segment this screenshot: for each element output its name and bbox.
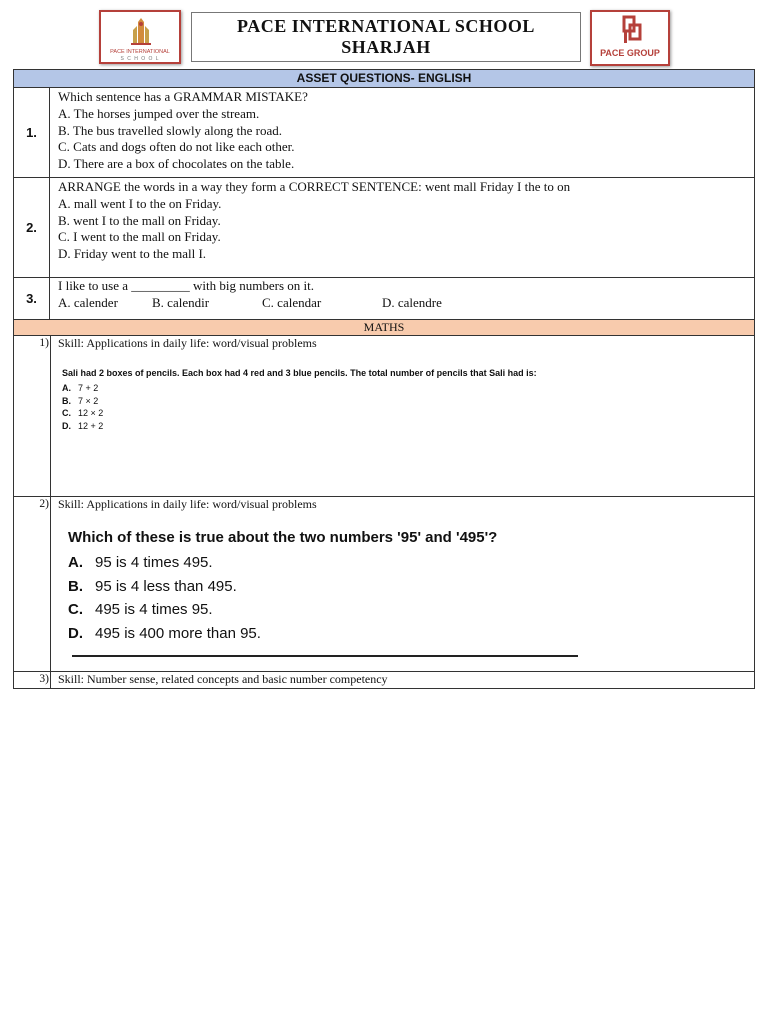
question-stem: Which sentence has a GRAMMAR MISTAKE?	[58, 89, 308, 104]
school-logo	[99, 10, 181, 64]
school-crest-icon	[129, 16, 153, 46]
question-content	[58, 179, 750, 263]
question-stem: Sali had 2 boxes of pencils. Each box had 4 red and 3 blue pencils. The total number of pencils that Sali had is:	[62, 368, 537, 378]
answer-line	[72, 655, 578, 657]
option-b: B. 7 × 2	[62, 395, 99, 406]
question-number: 2.	[14, 178, 50, 277]
option-c: C. I went to the mall on Friday.	[58, 229, 221, 245]
question-number: 3)	[14, 672, 51, 688]
option-a: A. 7 + 2	[62, 383, 99, 393]
english-section-title: ASSET QUESTIONS- ENGLISH	[296, 71, 472, 85]
option-a: A. The horses jumped over the stream.	[58, 105, 260, 121]
maths-question-1	[13, 335, 755, 497]
option-d: D. There are a box of chocolates on the table.	[58, 156, 295, 172]
options-row	[58, 295, 750, 312]
english-question-3	[13, 277, 755, 320]
school-city: SHARJAH	[341, 37, 431, 57]
school-logo-text: PACE INTERNATIONAL	[110, 49, 170, 55]
skill-label: Skill: Applications in daily life: word/visual problems	[58, 336, 317, 350]
option-b: B. 95 is 4 less than 495.	[68, 577, 237, 595]
option-c: C. Cats and dogs often do not like each other.	[58, 139, 295, 155]
question-number: 1)	[14, 336, 51, 496]
option-d: D. 12 + 2	[62, 420, 104, 431]
question-content	[58, 278, 750, 312]
pace-group-icon	[620, 15, 644, 45]
option-d: D. 495 is 400 more than 95.	[68, 624, 261, 642]
question-content	[58, 89, 750, 173]
option-d: D. calendre	[382, 294, 442, 310]
option-b: B. went I to the mall on Friday.	[58, 212, 221, 228]
question-stem: ARRANGE the words in a way they form a CORRECT SENTENCE: went mall Friday I the to on	[58, 179, 571, 194]
pace-group-logo	[590, 10, 670, 66]
option-b: B. The bus travelled slowly along the road.	[58, 122, 282, 138]
question-stem: Which of these is true about the two numbers '95' and '495'?	[68, 529, 498, 546]
option-d: D. Friday went to the mall I.	[58, 246, 207, 262]
skill-label: Skill: Applications in daily life: word/visual problems	[58, 497, 317, 511]
pace-group-text: PACE GROUP	[600, 48, 660, 58]
page-header	[0, 0, 768, 70]
question-number: 2)	[14, 497, 51, 671]
maths-question-2	[13, 496, 755, 672]
school-logo-subtext: S C H O O L	[120, 56, 160, 62]
maths-section-header	[13, 319, 755, 336]
option-c: C. 495 is 4 times 95.	[68, 601, 213, 618]
skill-label: Skill: Number sense, related concepts and basic number competency	[58, 672, 388, 686]
maths-section-title: MATHS	[363, 320, 405, 334]
question-image	[62, 368, 562, 432]
school-name: PACE INTERNATIONAL SCHOOL	[237, 16, 535, 36]
option-c: C. 12 × 2	[62, 408, 104, 418]
maths-question-3	[13, 671, 755, 689]
english-section-header	[13, 69, 755, 88]
option-b: B. calendir	[152, 294, 210, 310]
option-a: A. 95 is 4 times 495.	[68, 554, 213, 571]
option-a: A. calender	[58, 294, 118, 310]
school-title-box	[191, 12, 581, 62]
question-stem: I like to use a _________ with big numbers on it.	[58, 278, 315, 293]
english-question-2	[13, 177, 755, 278]
question-number: 3.	[14, 278, 50, 319]
option-a: A. mall went I to the on Friday.	[58, 195, 222, 211]
question-image	[68, 527, 497, 645]
question-number: 1.	[14, 88, 50, 177]
english-question-1	[13, 87, 755, 178]
option-c: C. calendar	[262, 294, 322, 310]
